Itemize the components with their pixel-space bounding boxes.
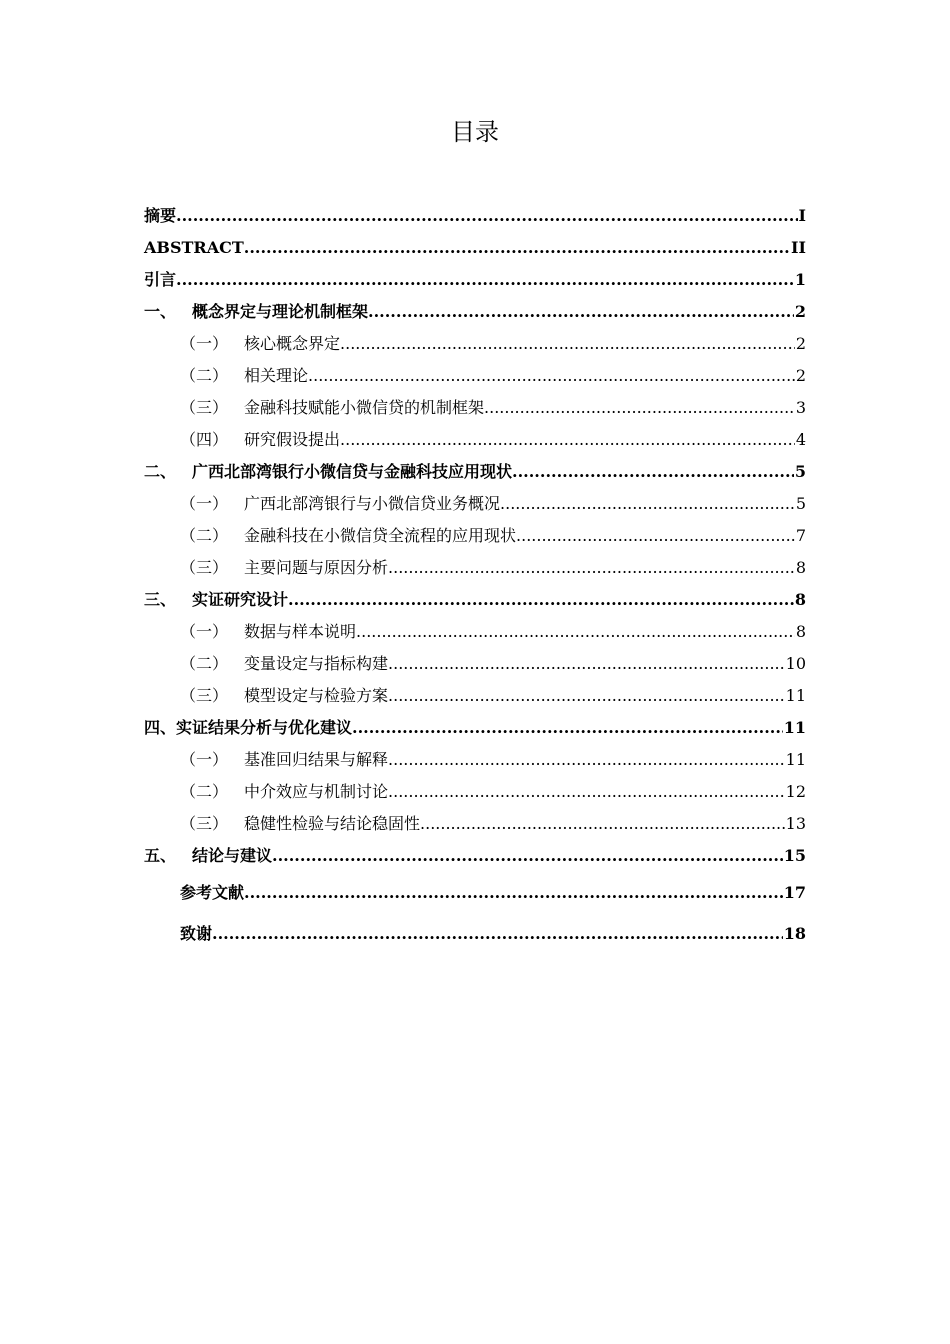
dot-leader xyxy=(352,712,783,744)
toc-entry-number: 五、 xyxy=(144,846,177,865)
toc-entry-number: （三） xyxy=(180,558,229,577)
toc-entry-section-2-1[interactable] xyxy=(144,488,806,520)
toc-entry-number: （一） xyxy=(180,750,229,769)
dot-leader xyxy=(368,296,794,328)
toc-entry-section-3-3[interactable] xyxy=(144,680,806,712)
toc-entry-page: 5 xyxy=(795,494,806,513)
toc-entry-page: 2 xyxy=(795,366,806,385)
toc-entry-text: 概念界定与理论机制框架 xyxy=(192,302,369,321)
toc-entry-page: 2 xyxy=(794,302,806,321)
toc-entry-text: 变量设定与指标构建 xyxy=(244,654,389,673)
toc-entry-number: （二） xyxy=(180,782,229,801)
toc-entry-page: 8 xyxy=(795,622,806,641)
toc-entry-number: （二） xyxy=(180,654,229,673)
toc-entry-text: 金融科技赋能小微信贷的机制框架 xyxy=(244,398,485,417)
toc-entry-text: 模型设定与检验方案 xyxy=(244,686,389,705)
toc-entry-chapter-3[interactable] xyxy=(144,584,806,616)
toc-entry-number: 三、 xyxy=(144,590,177,609)
dot-leader xyxy=(420,808,785,840)
toc-entry-chapter-2[interactable] xyxy=(144,456,806,488)
dot-leader xyxy=(244,872,783,913)
toc-entry-abstract-en[interactable] xyxy=(144,232,806,264)
dot-leader xyxy=(388,552,795,584)
toc-entry-page: 13 xyxy=(785,814,806,833)
toc-entry-number: （四） xyxy=(180,430,229,449)
toc-entry-text: 摘要 xyxy=(144,206,177,225)
toc-entry-number: （一） xyxy=(180,334,229,353)
toc-entry-text: 核心概念界定 xyxy=(244,334,341,353)
toc-entry-chapter-1[interactable] xyxy=(144,296,806,328)
dot-leader xyxy=(356,616,795,648)
dot-leader xyxy=(176,200,798,232)
dot-leader xyxy=(288,584,794,616)
toc-entry-number: （一） xyxy=(180,494,229,513)
toc-entry-page: 2 xyxy=(795,334,806,353)
dot-leader xyxy=(388,776,785,808)
toc-entry-introduction[interactable] xyxy=(144,264,806,296)
toc-entry-page: I xyxy=(798,206,806,225)
toc-entry-page: 18 xyxy=(783,924,806,943)
toc-entry-page: 3 xyxy=(795,398,806,417)
table-of-contents xyxy=(144,200,806,954)
toc-entry-page: 15 xyxy=(783,846,806,865)
toc-entry-text: 广西北部湾银行小微信贷与金融科技应用现状 xyxy=(192,462,513,481)
toc-entry-number: 二、 xyxy=(144,462,177,481)
toc-entry-number: （三） xyxy=(180,814,229,833)
toc-entry-number: （二） xyxy=(180,366,229,385)
dot-leader xyxy=(340,424,795,456)
toc-entry-page: 12 xyxy=(785,782,806,801)
toc-entry-text: 引言 xyxy=(144,270,177,289)
toc-entry-section-1-1[interactable] xyxy=(144,328,806,360)
toc-entry-page: 8 xyxy=(795,558,806,577)
toc-entry-text: 相关理论 xyxy=(244,366,309,385)
toc-entry-text: 基准回归结果与解释 xyxy=(244,750,389,769)
toc-entry-page: 8 xyxy=(794,590,806,609)
toc-entry-page: 17 xyxy=(783,883,806,902)
dot-leader xyxy=(388,648,785,680)
toc-entry-abstract-cn[interactable] xyxy=(144,200,806,232)
toc-entry-text: 数据与样本说明 xyxy=(244,622,357,641)
dot-leader xyxy=(272,840,783,872)
toc-entry-section-2-2[interactable] xyxy=(144,520,806,552)
toc-entry-number: （三） xyxy=(180,398,229,417)
toc-entry-section-4-3[interactable] xyxy=(144,808,806,840)
toc-entry-section-1-3[interactable] xyxy=(144,392,806,424)
toc-entry-number: （三） xyxy=(180,686,229,705)
toc-entry-section-4-1[interactable] xyxy=(144,744,806,776)
toc-entry-number: （二） xyxy=(180,526,229,545)
toc-entry-text: 结论与建议 xyxy=(192,846,273,865)
dot-leader xyxy=(516,520,795,552)
dot-leader xyxy=(484,392,795,424)
toc-entry-text: 四、实证结果分析与优化建议 xyxy=(144,718,353,737)
toc-entry-text: 中介效应与机制讨论 xyxy=(244,782,389,801)
dot-leader xyxy=(340,328,795,360)
toc-entry-number: 一、 xyxy=(144,302,177,321)
toc-entry-number: （一） xyxy=(180,622,229,641)
toc-entry-section-1-2[interactable] xyxy=(144,360,806,392)
toc-entry-page: 7 xyxy=(795,526,806,545)
toc-entry-text: 实证研究设计 xyxy=(192,590,289,609)
toc-entry-text: 致谢 xyxy=(180,924,213,943)
toc-entry-text: 广西北部湾银行与小微信贷业务概况 xyxy=(244,494,501,513)
dot-leader xyxy=(244,232,790,264)
dot-leader xyxy=(308,360,795,392)
toc-entry-page: 11 xyxy=(785,686,806,705)
toc-entry-chapter-4[interactable] xyxy=(144,712,806,744)
toc-entry-text: 主要问题与原因分析 xyxy=(244,558,389,577)
toc-entry-section-3-1[interactable] xyxy=(144,616,806,648)
toc-entry-page: 11 xyxy=(783,718,806,737)
toc-entry-chapter-5[interactable] xyxy=(144,840,806,872)
toc-entry-page: 1 xyxy=(794,270,806,289)
toc-title: 目录 xyxy=(451,118,499,146)
toc-entry-page: 4 xyxy=(795,430,806,449)
dot-leader xyxy=(500,488,795,520)
toc-entry-page: II xyxy=(791,238,806,257)
dot-leader xyxy=(388,744,785,776)
dot-leader xyxy=(388,680,785,712)
toc-entry-text: 金融科技在小微信贷全流程的应用现状 xyxy=(244,526,517,545)
toc-entry-page: 10 xyxy=(785,654,806,673)
toc-entry-section-4-2[interactable] xyxy=(144,776,806,808)
toc-entry-page: 5 xyxy=(794,462,806,481)
toc-entry-text: 研究假设提出 xyxy=(244,430,341,449)
toc-entry-text: ABSTRACT xyxy=(144,238,244,257)
toc-entry-section-3-2[interactable] xyxy=(144,648,806,680)
dot-leader xyxy=(212,913,783,954)
toc-entry-section-2-3[interactable] xyxy=(144,552,806,584)
toc-entry-acknowledgements[interactable] xyxy=(144,913,806,954)
toc-entry-section-1-4[interactable] xyxy=(144,424,806,456)
toc-entry-text: 参考文献 xyxy=(180,883,245,902)
toc-entry-text: 稳健性检验与结论稳固性 xyxy=(244,814,421,833)
dot-leader xyxy=(176,264,794,296)
toc-entry-page: 11 xyxy=(785,750,806,769)
toc-entry-references[interactable] xyxy=(144,872,806,913)
dot-leader xyxy=(512,456,794,488)
